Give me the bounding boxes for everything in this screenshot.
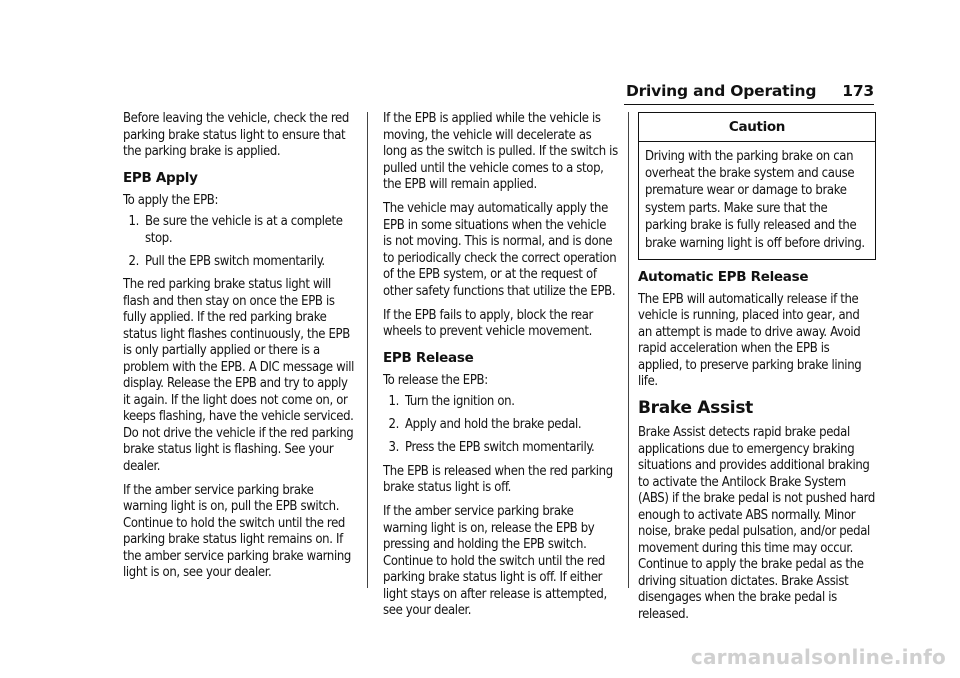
list-item [383,417,618,434]
step-text: Pull the EPB switch momentarily. [145,253,325,269]
release-lead: To release the EPB: [383,372,488,388]
fail-paragraph: If the EPB fails to apply, block the rear wheels to prevent vehicle movement. [383,307,594,339]
page-header [626,82,874,100]
flash-paragraph: The red parking brake status light will flash and then stay on once the EPB is fully applied. If the red parking brake status light flashes continuously, the EPB is only partially applied or there is a problem with the EPB. A DIC message will display. Release the EPB and try to apply it again. If the light does not come on, or keeps flashing, have the vehicle serviced. Do not drive the vehicle if the red parking brake status light is flashing. See your dealer. [123,277,355,474]
step-number: 1. [388,394,399,409]
list-item [383,440,618,457]
step-text: Turn the ignition on. [405,394,515,409]
epb-apply-heading: EPB Apply [123,169,198,186]
column-3 [638,111,876,631]
released-paragraph: The EPB is released when the red parking brake status light is off. [383,463,613,495]
page-number: 173 [842,82,874,100]
column-divider [628,112,629,588]
step-number: 2. [128,253,139,269]
step-number: 3. [388,440,399,455]
header-rule [624,104,874,105]
step-text: Apply and hold the brake pedal. [405,417,582,432]
automatic-release-heading: Automatic EPB Release [638,268,809,285]
caution-title: Caution [639,113,875,142]
brake-assist-paragraph: Brake Assist detects rapid brake pedal applications due to emergency braking situations and provides additional braking to activate the Antilock Brake System (ABS) if the brake pedal is not pushed hard enough to activate ABS normally. Minor noise, brake pedal pulsation, and/or pedal movement during this time may occur. Continue to apply the brake pedal as the driving situation dictates. Brake Assist disengages when the brake pedal is released. [638,425,875,622]
brake-assist-heading: Brake Assist [638,398,753,419]
amber-release-paragraph: If the amber service parking brake warning light is on, release the EPB by pressing and holding the EPB switch. Continue to hold the switch until the red parking brake status light is off. If either light stays on after release is attempted, see your dealer. [383,504,607,618]
column-2 [383,111,618,627]
automatic-release-paragraph: The EPB will automatically release if the vehicle is running, placed into gear, and an attempt is made to drive away. Avoid rapid acceleration when the EPB is applied, to preserve parking brake lining life. [638,291,862,390]
section-title: Driving and Operating [625,82,817,100]
step-text: Press the EPB switch momentarily. [405,440,595,455]
release-steps [383,394,618,457]
list-item [123,214,355,247]
caution-box [638,112,876,260]
intro-paragraph: Before leaving the vehicle, check the red parking brake status light to ensure that the parking brake is applied. [123,111,349,159]
auto-apply-paragraph: The vehicle may automatically apply the EPB in some situations when the vehicle is not moving. This is normal, and is done to periodically check the correct operation of the EPB system, or at the request of other safety functions that utilize the EPB. [383,201,617,299]
step-text: Be sure the vehicle is at a complete stop. [145,214,343,246]
step-number: 2. [388,417,399,432]
moving-paragraph: If the EPB is applied while the vehicle is moving, the vehicle will decelerate as long as the switch is pulled. If the switch is pulled until the vehicle comes to a stop, the EPB will remain applied. [383,111,618,192]
step-number: 1. [128,214,139,229]
list-item [123,254,355,271]
amber-paragraph: If the amber service parking brake warning light is on, pull the EPB switch. Continue to hold the switch until the red parking brake status light remains on. If the amber service parking brake warning light is on, see your dealer. [123,482,351,580]
caution-text: Driving with the parking brake on can overheat the brake system and cause premature wear or damage to brake system parts. Make sure that the parking brake is fully released and the brake warning light is off before driving. [645,148,865,251]
column-divider [367,112,368,588]
apply-steps [123,214,355,270]
watermark: carmanualsonline.info [690,645,946,669]
apply-lead: To apply the EPB: [123,192,219,208]
epb-release-heading: EPB Release [383,349,474,366]
list-item [383,394,618,411]
column-1 [123,111,355,589]
